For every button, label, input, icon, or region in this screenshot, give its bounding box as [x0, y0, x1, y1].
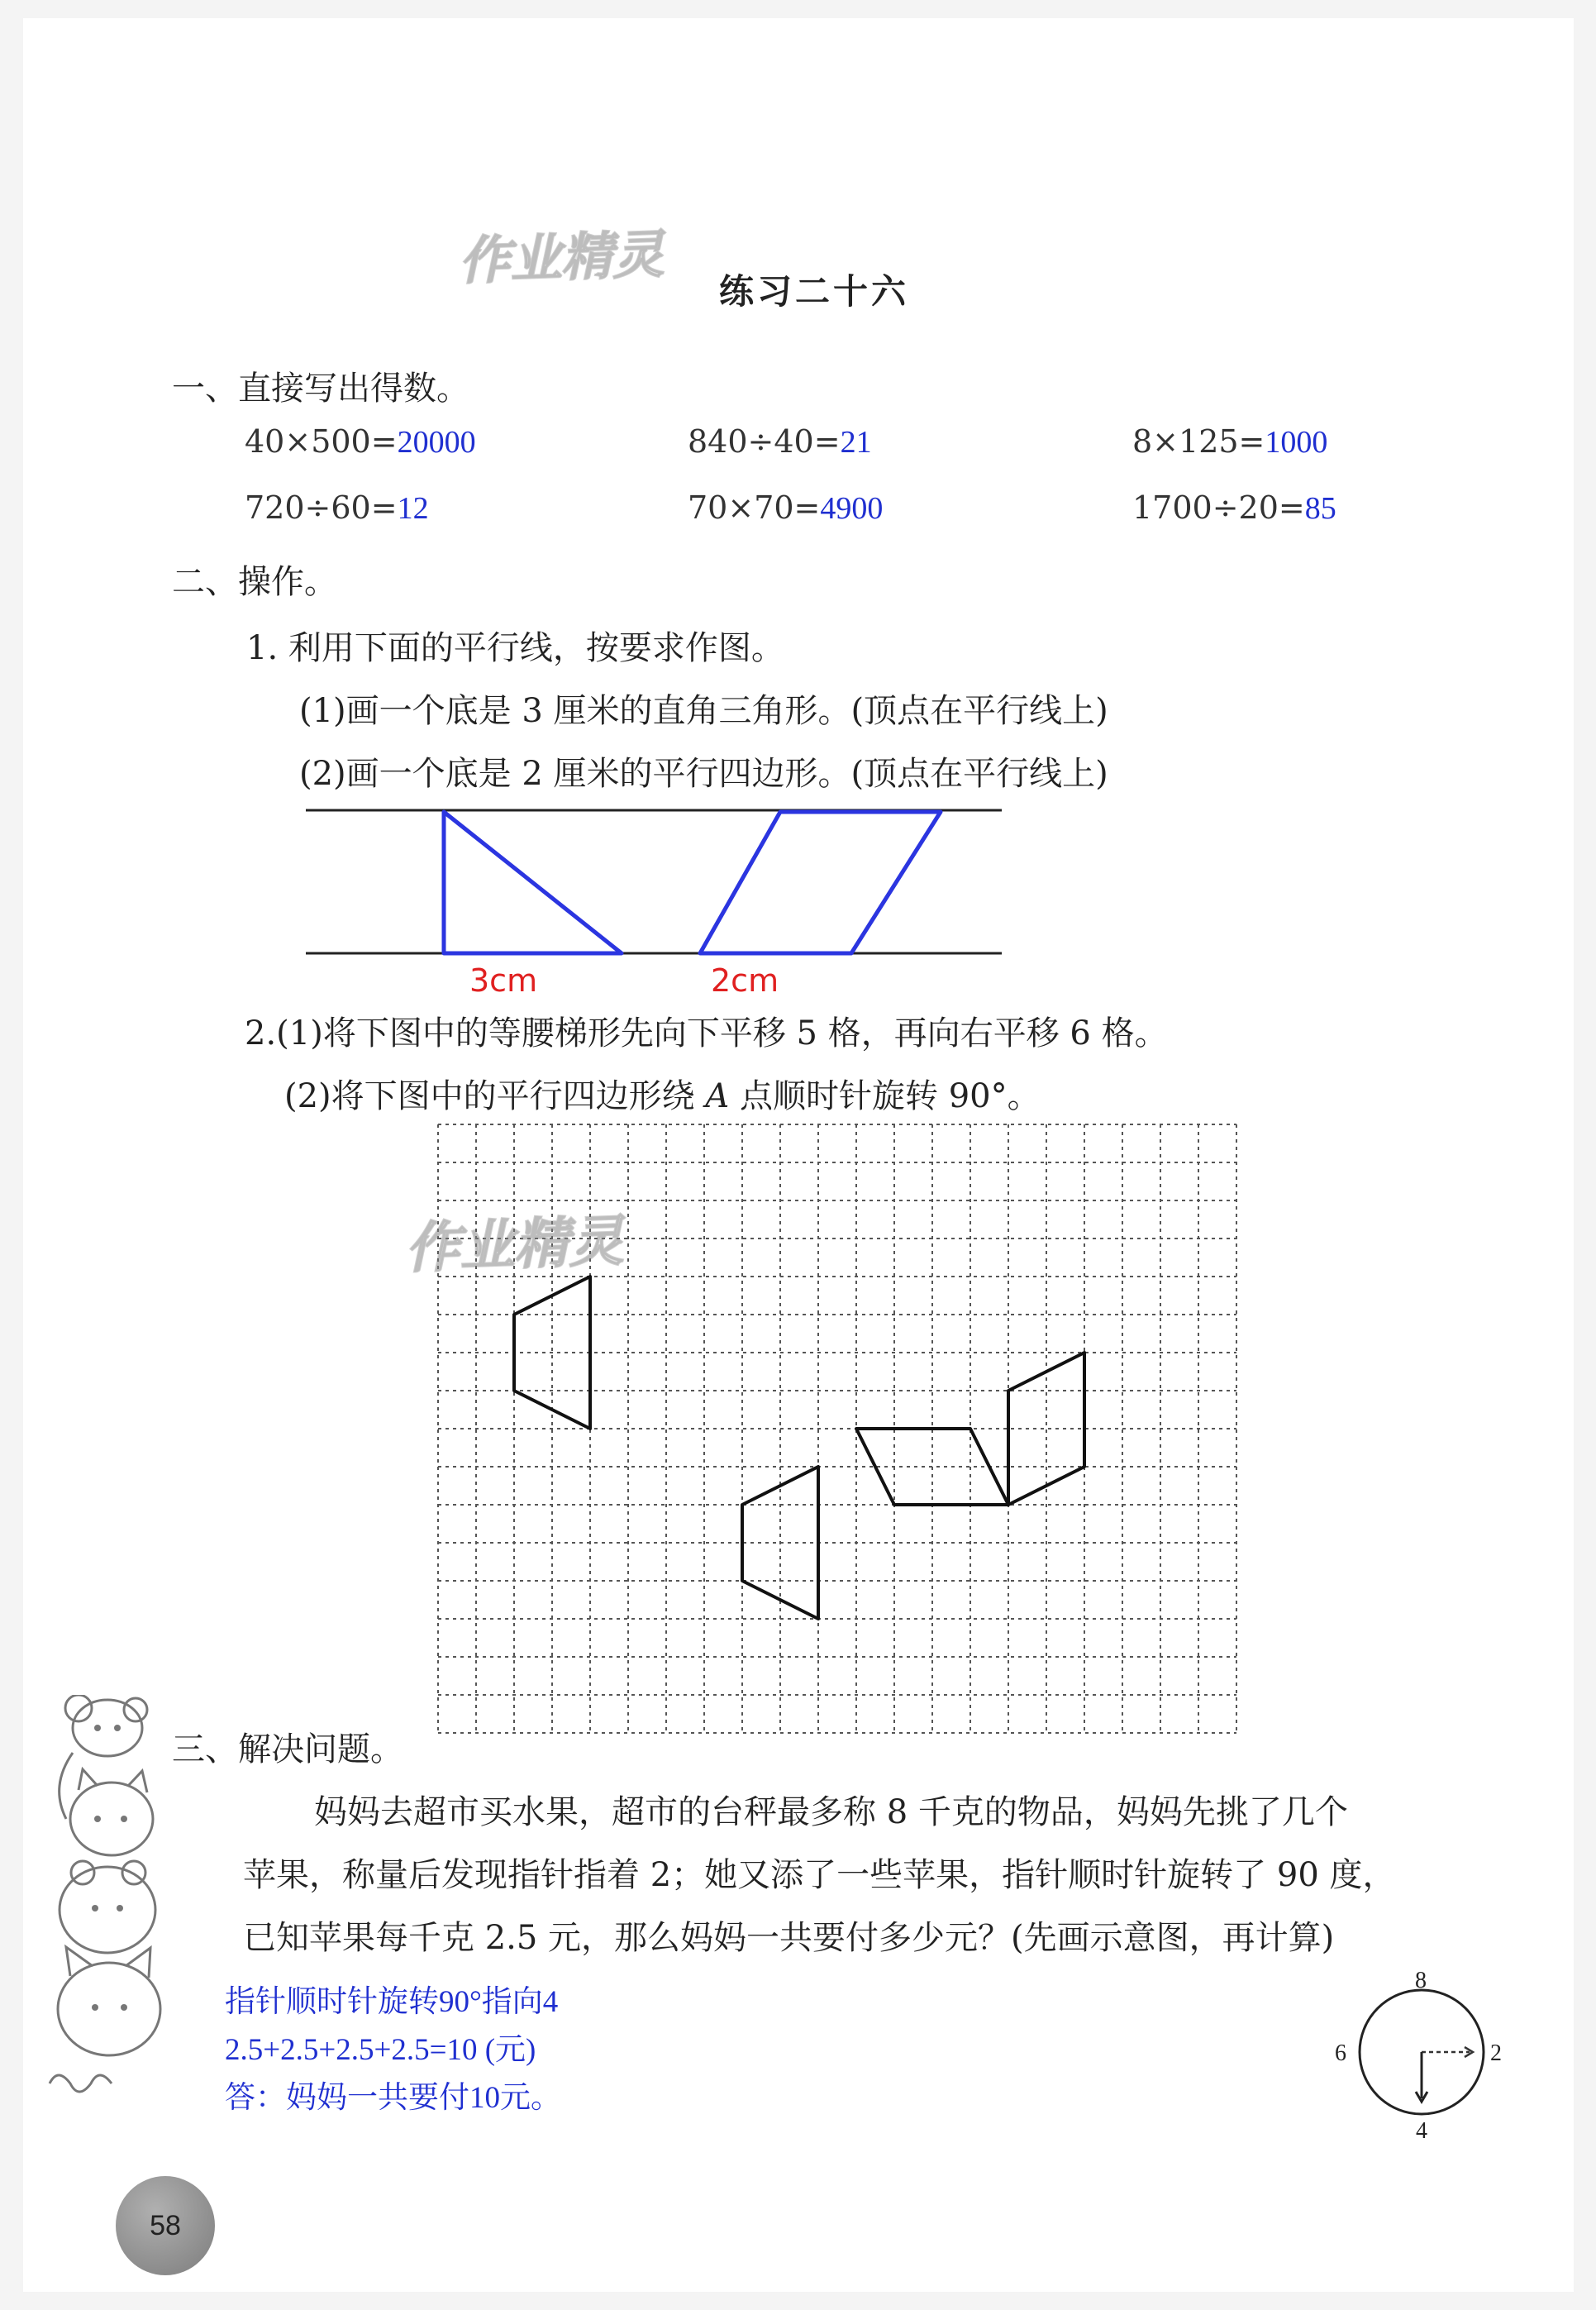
- page-number: 58: [116, 2176, 215, 2275]
- mouse-head: [73, 1700, 142, 1756]
- problem-4: 720÷60=12: [245, 489, 429, 526]
- answer-6: 85: [1304, 491, 1336, 526]
- q2-sub1: 2.(1)将下图中的等腰梯形先向下平移 5 格，再向右平移 6 格。: [245, 1014, 1168, 1052]
- q1-sub2: (2)画一个底是 2 厘米的平行四边形。(顶点在平行线上): [299, 755, 1108, 793]
- answer-line-2: 2.5+2.5+2.5+2.5=10 (元): [225, 2033, 536, 2067]
- answer-3: 1000: [1265, 425, 1328, 460]
- answer-line-1: 指针顺时针旋转90°指向4: [225, 1985, 559, 2019]
- problem-1: 40×500=20000: [245, 423, 476, 460]
- section1-heading: 一、直接写出得数。: [172, 370, 469, 408]
- problem-line-2: 苹果，称量后发现指针指着 2；她又添了一些苹果，指针顺时针旋转了 90 度，: [243, 1856, 1396, 1894]
- problem-6: 1700÷20=85: [1132, 489, 1336, 526]
- q1-text: 1. 利用下面的平行线，按要求作图。: [246, 629, 784, 667]
- answer-5: 4900: [820, 491, 884, 526]
- dial-label-top: 8: [1415, 1968, 1427, 1993]
- dial-label-bottom: 4: [1416, 2118, 1427, 2144]
- q1-sub1: (1)画一个底是 3 厘米的直角三角形。(顶点在平行线上): [299, 692, 1108, 730]
- problem-3: 8×125=1000: [1132, 423, 1328, 460]
- watermark-grid: 作业精灵: [403, 1209, 625, 1281]
- section3-heading: 三、解决问题。: [172, 1730, 403, 1768]
- watermark-top: 作业精灵: [457, 223, 665, 292]
- point-a-label: A: [705, 1077, 730, 1115]
- q2-sub2: (2)将下图中的平行四边形绕 A 点顺时针旋转 90°。: [284, 1077, 1041, 1115]
- label-3cm: 3cm: [469, 962, 538, 999]
- dial-label-left: 6: [1335, 2040, 1346, 2066]
- problem-2: 840÷40=21: [688, 423, 872, 460]
- answer-4: 12: [397, 491, 429, 526]
- kitten-head: [58, 1963, 160, 2055]
- problem-line-3: 已知苹果每千克 2.5 元，那么妈妈一共要付多少元？(先画示意图，再计算): [243, 1919, 1335, 1957]
- cat-head: [70, 1783, 153, 1855]
- dial-label-right: 2: [1490, 2040, 1502, 2066]
- page-title: 练习二十六: [719, 271, 910, 312]
- problem-5: 70×70=4900: [688, 489, 884, 526]
- answer-2: 21: [840, 425, 872, 460]
- cartoon-mascots: [33, 1695, 165, 2108]
- answer-1: 20000: [397, 425, 476, 460]
- answer-line-3: 答：妈妈一共要付10元。: [225, 2081, 561, 2115]
- problem-line-1: 妈妈去超市买水果，超市的台秤最多称 8 千克的物品，妈妈先挑了几个: [314, 1793, 1348, 1831]
- section2-heading: 二、操作。: [172, 563, 337, 601]
- label-2cm: 2cm: [711, 962, 779, 999]
